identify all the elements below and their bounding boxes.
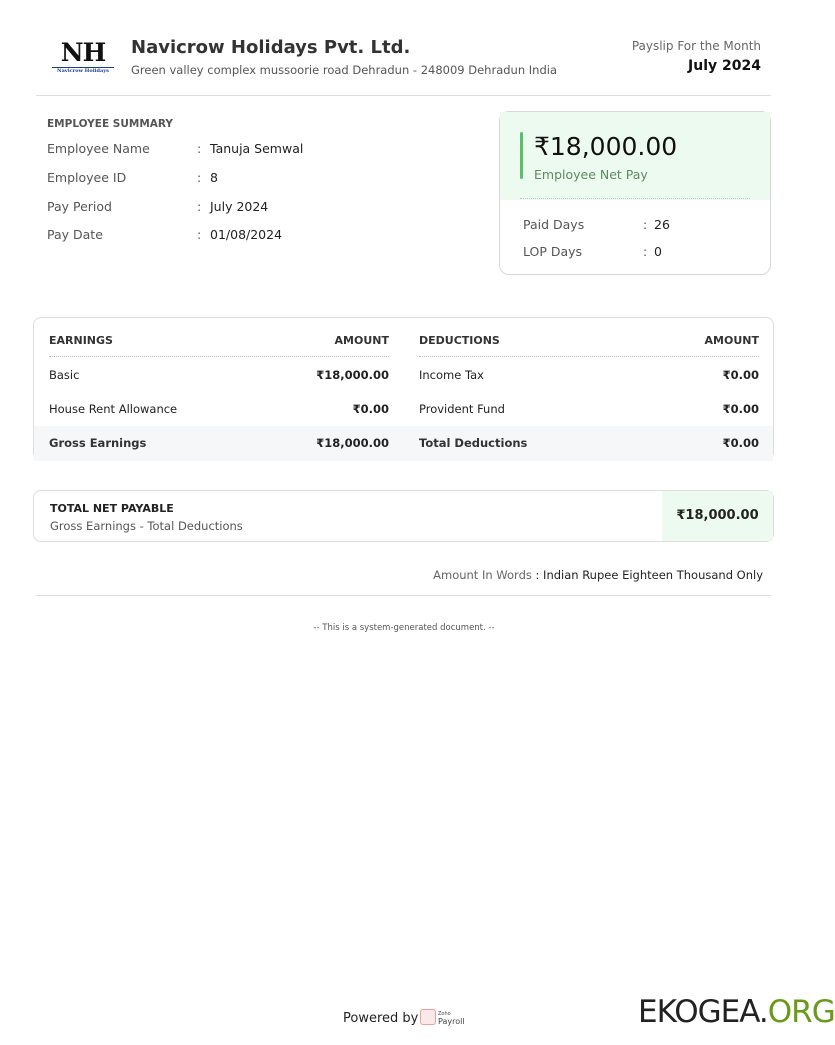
deduction-label: Income Tax	[419, 368, 484, 382]
net-pay-amount: ₹18,000.00	[534, 132, 678, 161]
net-payable-amount: ₹18,000.00	[662, 491, 773, 541]
deductions-header: DEDUCTIONS	[419, 334, 500, 347]
net-payable-box	[33, 490, 774, 542]
value: 26	[654, 217, 670, 232]
label: Paid Days	[523, 217, 585, 232]
value: July 2024	[210, 199, 269, 214]
sep: :	[197, 199, 202, 214]
net-payable-formula: Gross Earnings - Total Deductions	[50, 519, 243, 533]
company-address: Green valley complex mussoorie road Dehradun - 248009 Dehradun India	[131, 63, 557, 77]
value: 8	[210, 170, 218, 185]
watermark	[638, 994, 835, 1030]
sep: :	[197, 141, 202, 156]
deduction-amount: ₹0.00	[722, 368, 759, 382]
amount-header: AMOUNT	[334, 334, 389, 347]
deduction-amount: ₹0.00	[722, 402, 759, 416]
words-value: Indian Rupee Eighteen Thousand Only	[543, 568, 763, 582]
amount-in-words	[433, 568, 763, 582]
earning-label: Basic	[49, 368, 80, 382]
sep: :	[197, 170, 202, 185]
value: 01/08/2024	[210, 227, 283, 242]
dotted-divider	[49, 356, 389, 357]
amount-header: AMOUNT	[704, 334, 759, 347]
summary-row-date	[47, 227, 283, 242]
powered-by-text: Powered by	[343, 1011, 419, 1026]
divider	[36, 95, 771, 96]
summary-row-name	[47, 141, 304, 156]
label: Pay Date	[47, 227, 103, 242]
earnings-deductions-table	[33, 317, 774, 460]
gross-earnings-label: Gross Earnings	[49, 436, 147, 450]
total-deductions-amount: ₹0.00	[722, 436, 759, 450]
sep: :	[643, 217, 648, 232]
net-pay-card	[499, 111, 771, 275]
earning-amount: ₹18,000.00	[316, 368, 389, 382]
value: Tanuja Semwal	[210, 141, 304, 156]
watermark-accent: ORG	[767, 994, 835, 1030]
label: LOP Days	[523, 244, 583, 259]
label: Employee ID	[47, 170, 127, 185]
dotted-divider	[419, 356, 759, 357]
value: 0	[654, 244, 662, 259]
brand: Payroll	[438, 1017, 465, 1026]
earnings-header: EARNINGS	[49, 334, 113, 347]
employee-summary-heading: EMPLOYEE SUMMARY	[47, 118, 174, 130]
divider	[36, 595, 771, 596]
label: Pay Period	[47, 199, 112, 214]
system-generated-note: -- This is a system-generated document. --	[313, 623, 495, 633]
net-pay-label: Employee Net Pay	[534, 167, 648, 182]
words-label: Amount In Words	[433, 568, 532, 582]
summary-row-id	[47, 170, 218, 185]
net-payable-label: TOTAL NET PAYABLE	[50, 502, 174, 515]
lop-days-row	[523, 244, 662, 259]
label: Employee Name	[47, 141, 150, 156]
sep: :	[643, 244, 648, 259]
logo-subtext: Navicrow Holidays	[52, 67, 114, 74]
company-logo	[52, 40, 114, 76]
zoho-payroll-icon	[420, 1009, 436, 1025]
payslip-month: July 2024	[688, 58, 761, 74]
company-name: Navicrow Holidays Pvt. Ltd.	[131, 37, 411, 58]
paid-days-row	[523, 217, 670, 232]
payslip-title: Payslip For the Month	[631, 39, 761, 53]
dotted-divider	[520, 198, 750, 199]
gross-earnings-amount: ₹18,000.00	[316, 436, 389, 450]
summary-row-period	[47, 199, 269, 214]
zoho-payroll-brand	[438, 1010, 465, 1026]
logo-text: NH	[60, 38, 106, 67]
net-pay-highlight	[500, 112, 770, 200]
brand-small: Zoho	[438, 1011, 451, 1017]
earning-amount: ₹0.00	[352, 402, 389, 416]
sep: :	[531, 568, 544, 582]
deduction-label: Provident Fund	[419, 402, 505, 416]
sep: :	[197, 227, 202, 242]
accent-bar	[520, 132, 523, 179]
earning-label: House Rent Allowance	[49, 402, 178, 416]
total-deductions-label: Total Deductions	[419, 436, 528, 450]
watermark-main: EKOGEA.	[638, 994, 768, 1030]
